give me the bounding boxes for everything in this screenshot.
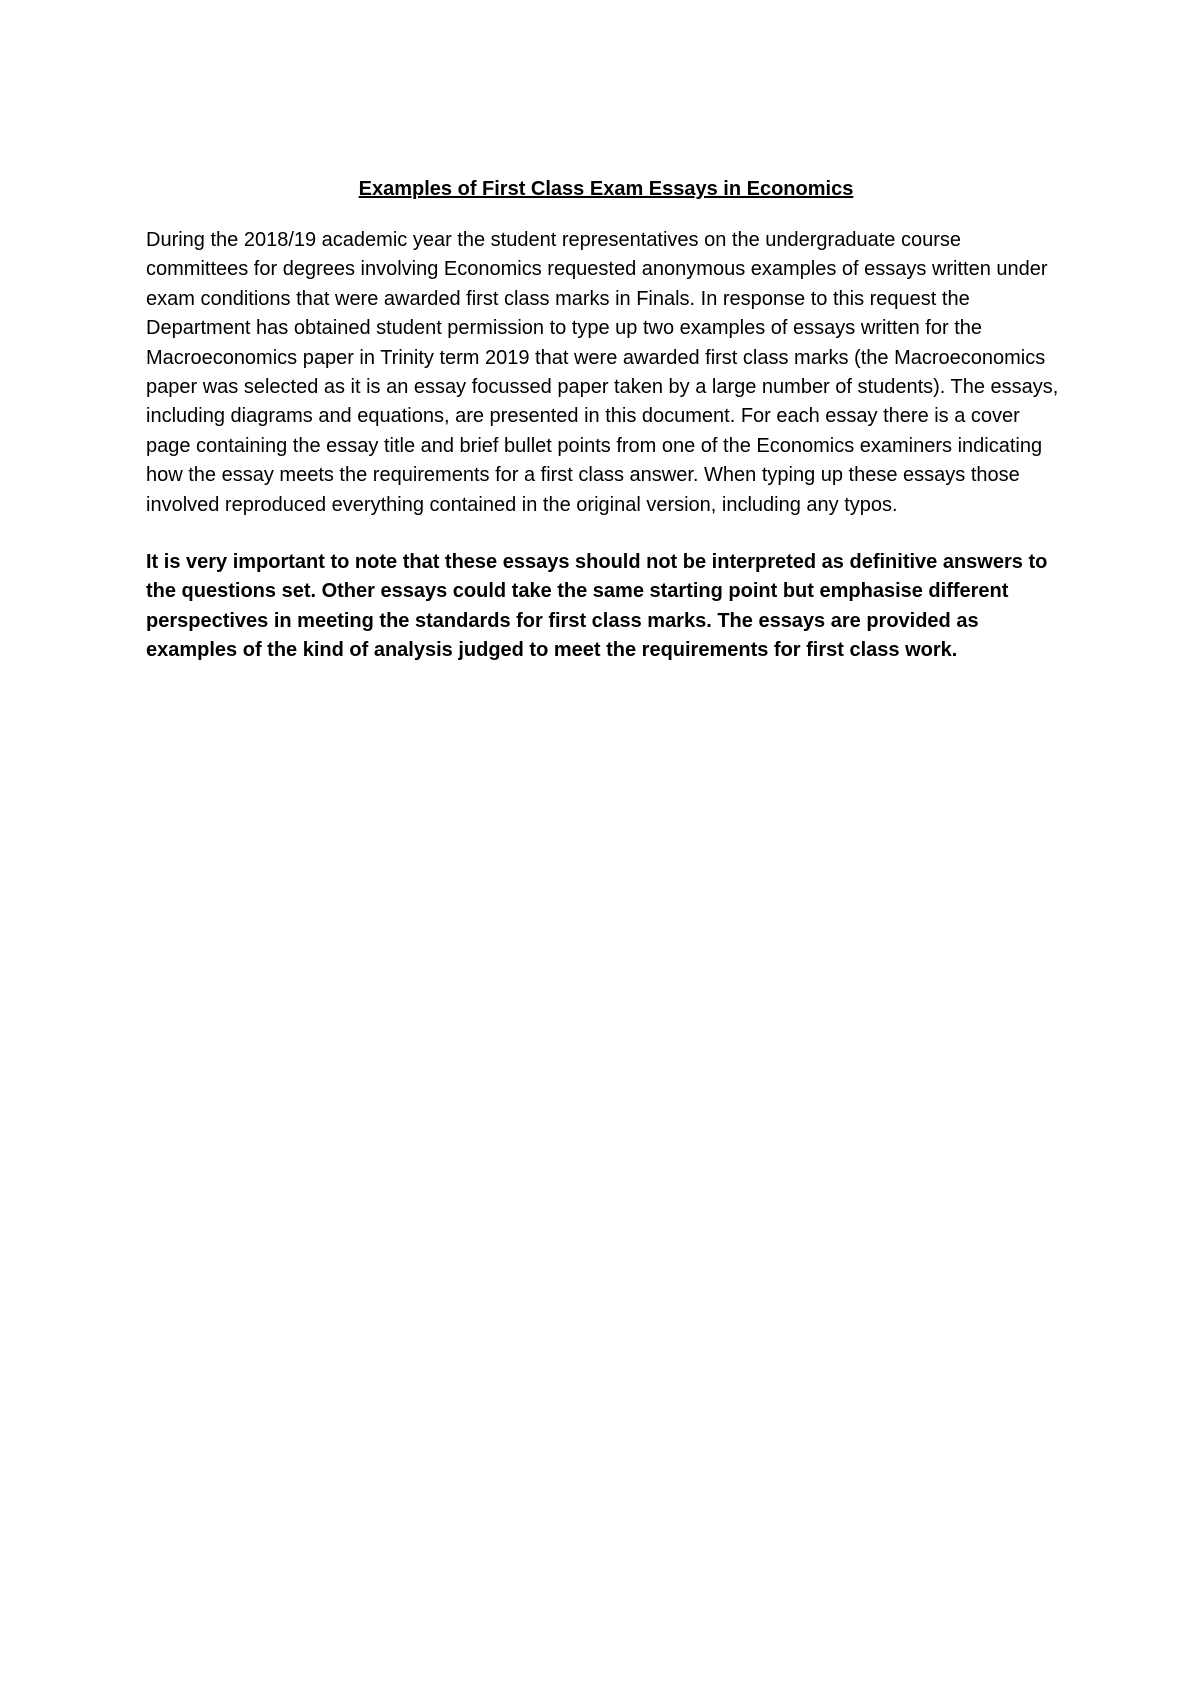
document-body	[146, 174, 1066, 666]
intro-paragraph: During the 2018/19 academic year the student representatives on the undergraduate course committees for degrees involving Economics requested anonymous examples of essays written under exam conditions that were awarded first class marks in Finals. In response to this request the Department has obtained student permission to type up two examples of essays written for the Macroeconomics paper in Trinity term 2019 that were awarded first class marks (the Macroeconomics paper was selected as it is an essay focussed paper taken by a large number of students). The essays, including diagrams and equations, are presented in this document. For each essay there is a cover page containing the essay title and brief bullet points from one of the Economics examiners indicating how the essay meets the requirements for a first class answer. When typing up these essays those involved reproduced everything contained in the original version, including any typos.	[146, 229, 1059, 516]
document-title: Examples of First Class Exam Essays in Economics	[358, 178, 854, 200]
important-note-paragraph: It is very important to note that these essays should not be interpreted as definitive answers to the questions set. Other essays could take the same starting point but emphasise different perspectives in meeting the standards for first class marks. The essays are provided as examples of the kind of analysis judged to meet the requirements for first class work.	[146, 551, 1048, 662]
